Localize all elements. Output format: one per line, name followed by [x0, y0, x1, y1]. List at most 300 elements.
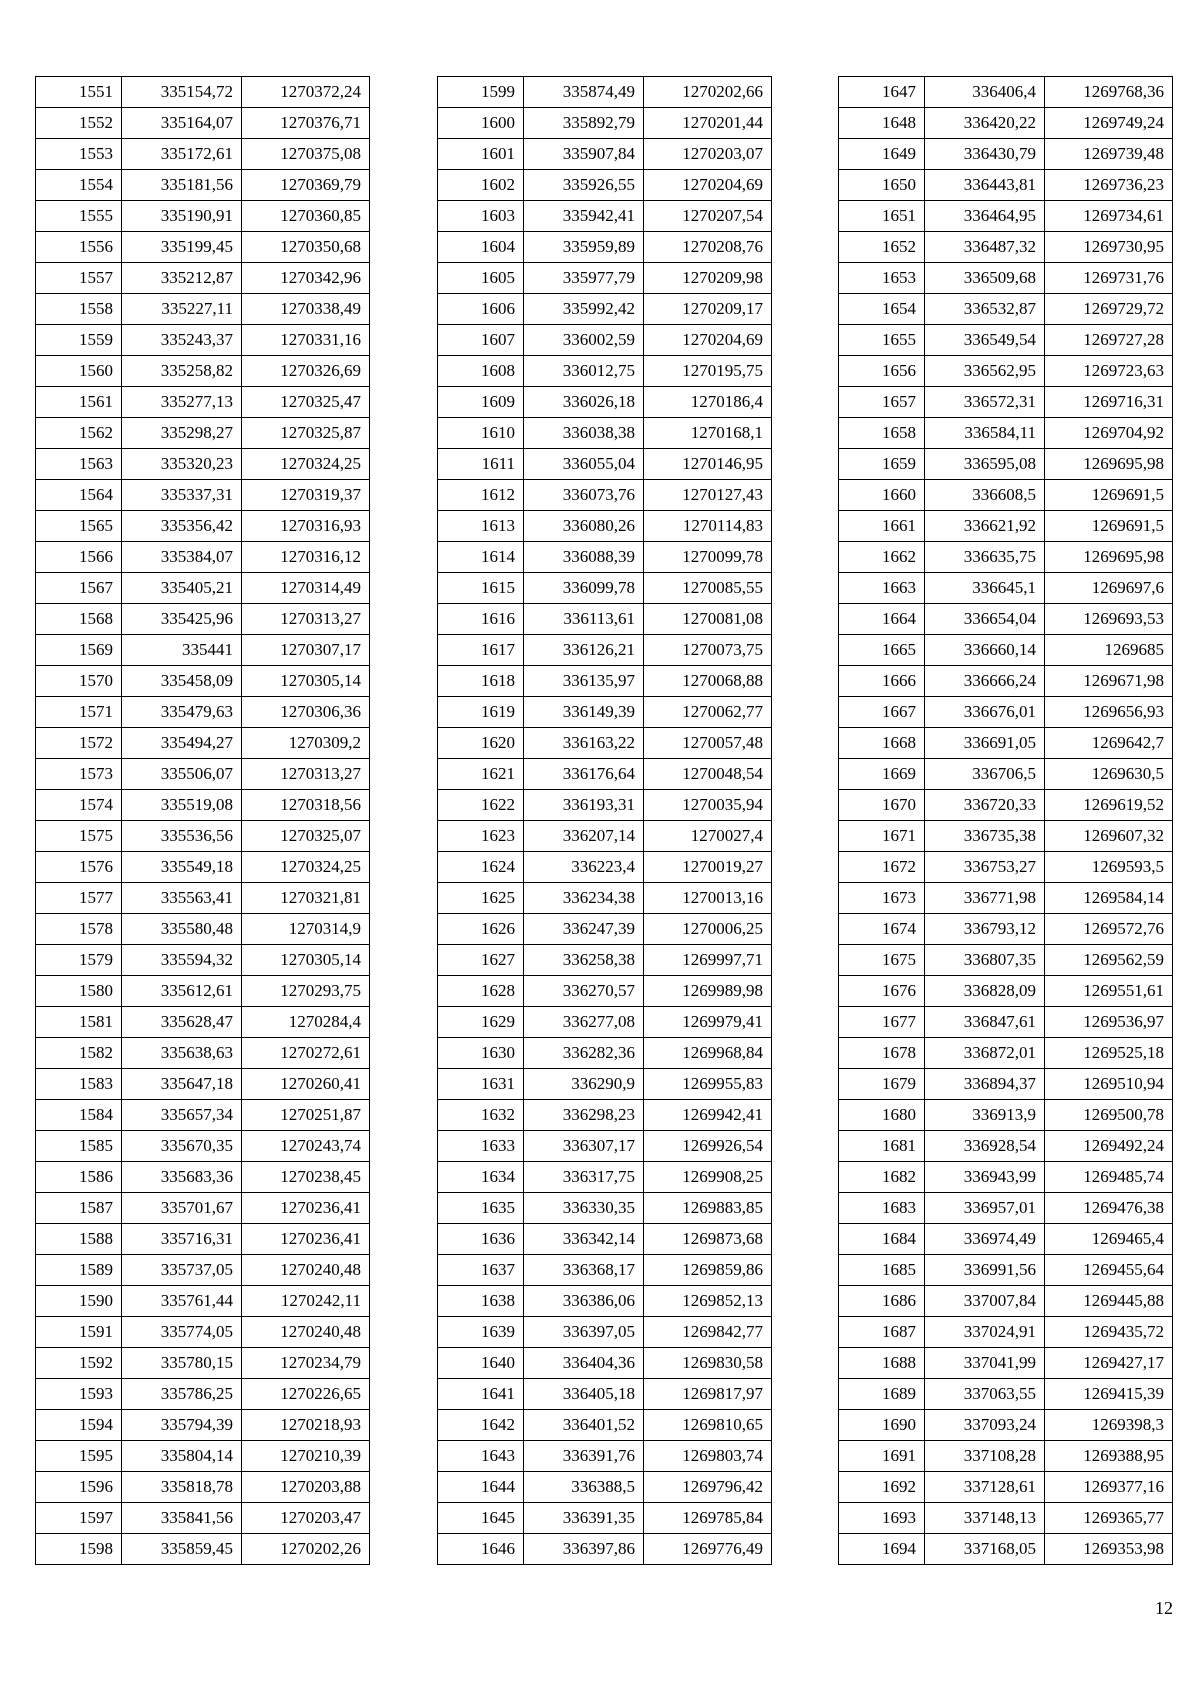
- y-coordinate-cell: 1270062,77: [644, 697, 772, 728]
- y-coordinate-cell: 1269817,97: [644, 1379, 772, 1410]
- y-coordinate-cell: 1269697,6: [1045, 573, 1173, 604]
- x-coordinate-cell: 336126,21: [524, 635, 644, 666]
- x-coordinate-cell: 336342,14: [524, 1224, 644, 1255]
- x-coordinate-cell: 336055,04: [524, 449, 644, 480]
- table-row: [839, 728, 1173, 759]
- point-number-cell: 1652: [839, 232, 925, 263]
- table-row: [839, 1503, 1173, 1534]
- point-number-cell: 1683: [839, 1193, 925, 1224]
- point-number-cell: 1613: [438, 511, 524, 542]
- point-number-cell: 1649: [839, 139, 925, 170]
- x-coordinate-cell: 337063,55: [925, 1379, 1045, 1410]
- x-coordinate-cell: 335804,14: [122, 1441, 242, 1472]
- x-coordinate-cell: 335638,63: [122, 1038, 242, 1069]
- x-coordinate-cell: 335959,89: [524, 232, 644, 263]
- y-coordinate-cell: 1269803,74: [644, 1441, 772, 1472]
- table-row: [36, 1100, 370, 1131]
- point-number-cell: 1586: [36, 1162, 122, 1193]
- y-coordinate-cell: 1270376,71: [242, 108, 370, 139]
- y-coordinate-cell: 1270027,4: [644, 821, 772, 852]
- x-coordinate-cell: 336270,57: [524, 976, 644, 1007]
- table-row: [438, 666, 772, 697]
- table-row: [839, 1255, 1173, 1286]
- x-coordinate-cell: 335243,37: [122, 325, 242, 356]
- point-number-cell: 1588: [36, 1224, 122, 1255]
- x-coordinate-cell: 335670,35: [122, 1131, 242, 1162]
- table-row: [36, 976, 370, 1007]
- x-coordinate-cell: 335154,72: [122, 77, 242, 108]
- y-coordinate-cell: 1269445,88: [1045, 1286, 1173, 1317]
- table-row: [839, 418, 1173, 449]
- point-number-cell: 1671: [839, 821, 925, 852]
- table-row: [36, 1193, 370, 1224]
- table-row: [438, 294, 772, 325]
- point-number-cell: 1619: [438, 697, 524, 728]
- y-coordinate-cell: 1269842,77: [644, 1317, 772, 1348]
- x-coordinate-cell: 335298,27: [122, 418, 242, 449]
- x-coordinate-cell: 335190,91: [122, 201, 242, 232]
- table-row: [839, 263, 1173, 294]
- x-coordinate-cell: 335337,31: [122, 480, 242, 511]
- point-number-cell: 1609: [438, 387, 524, 418]
- table-row: [438, 914, 772, 945]
- table-row: [438, 480, 772, 511]
- x-coordinate-cell: 336223,4: [524, 852, 644, 883]
- x-coordinate-cell: 336532,87: [925, 294, 1045, 325]
- y-coordinate-cell: 1270226,65: [242, 1379, 370, 1410]
- table-row: [36, 356, 370, 387]
- table-row: [36, 1472, 370, 1503]
- point-number-cell: 1694: [839, 1534, 925, 1565]
- point-number-cell: 1567: [36, 573, 122, 604]
- x-coordinate-cell: 336386,06: [524, 1286, 644, 1317]
- x-coordinate-cell: 335657,34: [122, 1100, 242, 1131]
- point-number-cell: 1562: [36, 418, 122, 449]
- table-row: [438, 1534, 772, 1565]
- y-coordinate-cell: 1270202,66: [644, 77, 772, 108]
- table-row: [36, 480, 370, 511]
- y-coordinate-cell: 1269796,42: [644, 1472, 772, 1503]
- point-number-cell: 1676: [839, 976, 925, 1007]
- y-coordinate-cell: 1270331,16: [242, 325, 370, 356]
- point-number-cell: 1557: [36, 263, 122, 294]
- table-row: [839, 511, 1173, 542]
- x-coordinate-cell: 336943,99: [925, 1162, 1045, 1193]
- point-number-cell: 1693: [839, 1503, 925, 1534]
- point-number-cell: 1647: [839, 77, 925, 108]
- table-row: [438, 728, 772, 759]
- page-number: 12: [1155, 1598, 1173, 1618]
- point-number-cell: 1670: [839, 790, 925, 821]
- y-coordinate-cell: 1270240,48: [242, 1317, 370, 1348]
- table-row: [36, 821, 370, 852]
- point-number-cell: 1672: [839, 852, 925, 883]
- point-number-cell: 1600: [438, 108, 524, 139]
- point-number-cell: 1635: [438, 1193, 524, 1224]
- y-coordinate-cell: 1269926,54: [644, 1131, 772, 1162]
- table-row: [36, 1224, 370, 1255]
- x-coordinate-cell: 335716,31: [122, 1224, 242, 1255]
- y-coordinate-cell: 1270209,98: [644, 263, 772, 294]
- x-coordinate-cell: 336706,5: [925, 759, 1045, 790]
- table-row: [36, 1038, 370, 1069]
- y-coordinate-cell: 1270085,55: [644, 573, 772, 604]
- point-number-cell: 1614: [438, 542, 524, 573]
- point-number-cell: 1692: [839, 1472, 925, 1503]
- table-row: [839, 790, 1173, 821]
- table-row: [36, 1069, 370, 1100]
- table-row: [839, 449, 1173, 480]
- point-number-cell: 1667: [839, 697, 925, 728]
- table-row: [36, 418, 370, 449]
- point-number-cell: 1686: [839, 1286, 925, 1317]
- table-row: [438, 1100, 772, 1131]
- y-coordinate-cell: 1269942,41: [644, 1100, 772, 1131]
- point-number-cell: 1618: [438, 666, 524, 697]
- table-row: [438, 1348, 772, 1379]
- x-coordinate-cell: 335647,18: [122, 1069, 242, 1100]
- table-row: [36, 1255, 370, 1286]
- x-coordinate-cell: 335841,56: [122, 1503, 242, 1534]
- y-coordinate-cell: 1270309,2: [242, 728, 370, 759]
- y-coordinate-cell: 1270234,79: [242, 1348, 370, 1379]
- y-coordinate-cell: 1270048,54: [644, 759, 772, 790]
- point-number-cell: 1675: [839, 945, 925, 976]
- y-coordinate-cell: 1269859,86: [644, 1255, 772, 1286]
- point-number-cell: 1684: [839, 1224, 925, 1255]
- x-coordinate-cell: 336406,4: [925, 77, 1045, 108]
- y-coordinate-cell: 1270321,81: [242, 883, 370, 914]
- point-number-cell: 1690: [839, 1410, 925, 1441]
- point-number-cell: 1689: [839, 1379, 925, 1410]
- point-number-cell: 1648: [839, 108, 925, 139]
- table-row: [438, 1410, 772, 1441]
- x-coordinate-cell: 336176,64: [524, 759, 644, 790]
- point-number-cell: 1594: [36, 1410, 122, 1441]
- y-coordinate-cell: 1269736,23: [1045, 170, 1173, 201]
- x-coordinate-cell: 337093,24: [925, 1410, 1045, 1441]
- point-number-cell: 1661: [839, 511, 925, 542]
- y-coordinate-cell: 1270204,69: [644, 325, 772, 356]
- point-number-cell: 1568: [36, 604, 122, 635]
- y-coordinate-cell: 1270203,07: [644, 139, 772, 170]
- y-coordinate-cell: 1270325,47: [242, 387, 370, 418]
- y-coordinate-cell: 1270218,93: [242, 1410, 370, 1441]
- y-coordinate-cell: 1270314,9: [242, 914, 370, 945]
- y-coordinate-cell: 1269671,98: [1045, 666, 1173, 697]
- y-coordinate-cell: 1269830,58: [644, 1348, 772, 1379]
- coordinates-table-middle: [437, 76, 772, 1565]
- y-coordinate-cell: 1270242,11: [242, 1286, 370, 1317]
- point-number-cell: 1620: [438, 728, 524, 759]
- point-number-cell: 1558: [36, 294, 122, 325]
- point-number-cell: 1577: [36, 883, 122, 914]
- y-coordinate-cell: 1270201,44: [644, 108, 772, 139]
- y-coordinate-cell: 1269873,68: [644, 1224, 772, 1255]
- x-coordinate-cell: 335874,49: [524, 77, 644, 108]
- table-row: [438, 1224, 772, 1255]
- y-coordinate-cell: 1269691,5: [1045, 511, 1173, 542]
- y-coordinate-cell: 1270186,4: [644, 387, 772, 418]
- point-number-cell: 1611: [438, 449, 524, 480]
- x-coordinate-cell: 336928,54: [925, 1131, 1045, 1162]
- y-coordinate-cell: 1270314,49: [242, 573, 370, 604]
- x-coordinate-cell: 335425,96: [122, 604, 242, 635]
- y-coordinate-cell: 1270207,54: [644, 201, 772, 232]
- y-coordinate-cell: 1270073,75: [644, 635, 772, 666]
- point-number-cell: 1658: [839, 418, 925, 449]
- x-coordinate-cell: 336420,22: [925, 108, 1045, 139]
- y-coordinate-cell: 1269500,78: [1045, 1100, 1173, 1131]
- y-coordinate-cell: 1269593,5: [1045, 852, 1173, 883]
- y-coordinate-cell: 1269731,76: [1045, 263, 1173, 294]
- table-row: [839, 1038, 1173, 1069]
- point-number-cell: 1574: [36, 790, 122, 821]
- table-row: [438, 1193, 772, 1224]
- y-coordinate-cell: 1269562,59: [1045, 945, 1173, 976]
- y-coordinate-cell: 1270243,74: [242, 1131, 370, 1162]
- table-row: [36, 945, 370, 976]
- table-row: [438, 1317, 772, 1348]
- point-number-cell: 1601: [438, 139, 524, 170]
- point-number-cell: 1678: [839, 1038, 925, 1069]
- point-number-cell: 1569: [36, 635, 122, 666]
- y-coordinate-cell: 1270195,75: [644, 356, 772, 387]
- table-row: [36, 139, 370, 170]
- x-coordinate-cell: 336258,38: [524, 945, 644, 976]
- y-coordinate-cell: 1269656,93: [1045, 697, 1173, 728]
- x-coordinate-cell: 335580,48: [122, 914, 242, 945]
- y-coordinate-cell: 1269695,98: [1045, 449, 1173, 480]
- table-row: [438, 697, 772, 728]
- table-row: [36, 573, 370, 604]
- y-coordinate-cell: 1270081,08: [644, 604, 772, 635]
- x-coordinate-cell: 335164,07: [122, 108, 242, 139]
- y-coordinate-cell: 1269485,74: [1045, 1162, 1173, 1193]
- table-row: [839, 945, 1173, 976]
- x-coordinate-cell: 336330,35: [524, 1193, 644, 1224]
- y-coordinate-cell: 1270305,14: [242, 666, 370, 697]
- point-number-cell: 1616: [438, 604, 524, 635]
- point-number-cell: 1597: [36, 1503, 122, 1534]
- y-coordinate-cell: 1270325,87: [242, 418, 370, 449]
- x-coordinate-cell: 335818,78: [122, 1472, 242, 1503]
- point-number-cell: 1610: [438, 418, 524, 449]
- table-row: [36, 697, 370, 728]
- x-coordinate-cell: 336443,81: [925, 170, 1045, 201]
- point-number-cell: 1570: [36, 666, 122, 697]
- x-coordinate-cell: 337108,28: [925, 1441, 1045, 1472]
- table-row: [839, 325, 1173, 356]
- x-coordinate-cell: 335405,21: [122, 573, 242, 604]
- x-coordinate-cell: 336913,9: [925, 1100, 1045, 1131]
- y-coordinate-cell: 1270236,41: [242, 1193, 370, 1224]
- x-coordinate-cell: 336894,37: [925, 1069, 1045, 1100]
- x-coordinate-cell: 335172,61: [122, 139, 242, 170]
- table-row: [438, 852, 772, 883]
- point-number-cell: 1592: [36, 1348, 122, 1379]
- y-coordinate-cell: 1269377,16: [1045, 1472, 1173, 1503]
- y-coordinate-cell: 1270306,36: [242, 697, 370, 728]
- point-number-cell: 1582: [36, 1038, 122, 1069]
- x-coordinate-cell: 336584,11: [925, 418, 1045, 449]
- table-row: [438, 573, 772, 604]
- x-coordinate-cell: 335683,36: [122, 1162, 242, 1193]
- point-number-cell: 1551: [36, 77, 122, 108]
- point-number-cell: 1656: [839, 356, 925, 387]
- y-coordinate-cell: 1270307,17: [242, 635, 370, 666]
- x-coordinate-cell: 337168,05: [925, 1534, 1045, 1565]
- table-row: [839, 139, 1173, 170]
- y-coordinate-cell: 1270068,88: [644, 666, 772, 697]
- coordinates-table-right: [838, 76, 1173, 1565]
- table-row: [438, 1131, 772, 1162]
- table-row: [839, 852, 1173, 883]
- y-coordinate-cell: 1269465,4: [1045, 1224, 1173, 1255]
- table-row: [839, 1379, 1173, 1410]
- x-coordinate-cell: 337128,61: [925, 1472, 1045, 1503]
- point-number-cell: 1626: [438, 914, 524, 945]
- y-coordinate-cell: 1269492,24: [1045, 1131, 1173, 1162]
- y-coordinate-cell: 1270293,75: [242, 976, 370, 1007]
- table-row: [438, 635, 772, 666]
- y-coordinate-cell: 1269776,49: [644, 1534, 772, 1565]
- table-row: [839, 170, 1173, 201]
- point-number-cell: 1581: [36, 1007, 122, 1038]
- point-number-cell: 1688: [839, 1348, 925, 1379]
- table-row: [839, 573, 1173, 604]
- point-number-cell: 1641: [438, 1379, 524, 1410]
- y-coordinate-cell: 1269810,65: [644, 1410, 772, 1441]
- point-number-cell: 1553: [36, 139, 122, 170]
- table-row: [36, 1534, 370, 1565]
- point-number-cell: 1631: [438, 1069, 524, 1100]
- point-number-cell: 1666: [839, 666, 925, 697]
- table-row: [839, 480, 1173, 511]
- y-coordinate-cell: 1270168,1: [644, 418, 772, 449]
- point-number-cell: 1638: [438, 1286, 524, 1317]
- point-number-cell: 1564: [36, 480, 122, 511]
- table-row: [36, 170, 370, 201]
- y-coordinate-cell: 1270360,85: [242, 201, 370, 232]
- table-row: [36, 1131, 370, 1162]
- y-coordinate-cell: 1269729,72: [1045, 294, 1173, 325]
- point-number-cell: 1681: [839, 1131, 925, 1162]
- point-number-cell: 1630: [438, 1038, 524, 1069]
- point-number-cell: 1587: [36, 1193, 122, 1224]
- table-row: [839, 1286, 1173, 1317]
- point-number-cell: 1615: [438, 573, 524, 604]
- table-row: [839, 1193, 1173, 1224]
- x-coordinate-cell: 335563,41: [122, 883, 242, 914]
- y-coordinate-cell: 1269691,5: [1045, 480, 1173, 511]
- y-coordinate-cell: 1270202,26: [242, 1534, 370, 1565]
- x-coordinate-cell: 337024,91: [925, 1317, 1045, 1348]
- x-coordinate-cell: 336720,33: [925, 790, 1045, 821]
- table-row: [839, 1472, 1173, 1503]
- point-number-cell: 1599: [438, 77, 524, 108]
- y-coordinate-cell: 1270209,17: [644, 294, 772, 325]
- table-row: [36, 604, 370, 635]
- x-coordinate-cell: 336073,76: [524, 480, 644, 511]
- point-number-cell: 1578: [36, 914, 122, 945]
- y-coordinate-cell: 1270203,88: [242, 1472, 370, 1503]
- y-coordinate-cell: 1269584,14: [1045, 883, 1173, 914]
- point-number-cell: 1627: [438, 945, 524, 976]
- point-number-cell: 1679: [839, 1069, 925, 1100]
- point-number-cell: 1664: [839, 604, 925, 635]
- table-row: [36, 325, 370, 356]
- x-coordinate-cell: 336002,59: [524, 325, 644, 356]
- x-coordinate-cell: 335774,05: [122, 1317, 242, 1348]
- y-coordinate-cell: 1269723,63: [1045, 356, 1173, 387]
- y-coordinate-cell: 1269607,32: [1045, 821, 1173, 852]
- x-coordinate-cell: 335356,42: [122, 511, 242, 542]
- x-coordinate-cell: 336026,18: [524, 387, 644, 418]
- point-number-cell: 1643: [438, 1441, 524, 1472]
- table-row: [36, 790, 370, 821]
- y-coordinate-cell: 1269476,38: [1045, 1193, 1173, 1224]
- x-coordinate-cell: 335786,25: [122, 1379, 242, 1410]
- x-coordinate-cell: 335277,13: [122, 387, 242, 418]
- point-number-cell: 1642: [438, 1410, 524, 1441]
- y-coordinate-cell: 1269768,36: [1045, 77, 1173, 108]
- x-coordinate-cell: 335320,23: [122, 449, 242, 480]
- table-row: [438, 1379, 772, 1410]
- table-row: [36, 1162, 370, 1193]
- y-coordinate-cell: 1269619,52: [1045, 790, 1173, 821]
- y-coordinate-cell: 1270127,43: [644, 480, 772, 511]
- y-coordinate-cell: 1269852,13: [644, 1286, 772, 1317]
- point-number-cell: 1677: [839, 1007, 925, 1038]
- table-row: [36, 1286, 370, 1317]
- point-number-cell: 1624: [438, 852, 524, 883]
- y-coordinate-cell: 1269551,61: [1045, 976, 1173, 1007]
- y-coordinate-cell: 1270316,12: [242, 542, 370, 573]
- y-coordinate-cell: 1269415,39: [1045, 1379, 1173, 1410]
- table-row: [839, 604, 1173, 635]
- x-coordinate-cell: 336397,05: [524, 1317, 644, 1348]
- y-coordinate-cell: 1269955,83: [644, 1069, 772, 1100]
- point-number-cell: 1596: [36, 1472, 122, 1503]
- point-number-cell: 1576: [36, 852, 122, 883]
- y-coordinate-cell: 1270272,61: [242, 1038, 370, 1069]
- y-coordinate-cell: 1269353,98: [1045, 1534, 1173, 1565]
- point-number-cell: 1602: [438, 170, 524, 201]
- table-row: [839, 666, 1173, 697]
- y-coordinate-cell: 1269968,84: [644, 1038, 772, 1069]
- point-number-cell: 1575: [36, 821, 122, 852]
- coordinates-table-left: [35, 76, 370, 1565]
- x-coordinate-cell: 335761,44: [122, 1286, 242, 1317]
- x-coordinate-cell: 336317,75: [524, 1162, 644, 1193]
- x-coordinate-cell: 336654,04: [925, 604, 1045, 635]
- y-coordinate-cell: 1269739,48: [1045, 139, 1173, 170]
- point-number-cell: 1659: [839, 449, 925, 480]
- y-coordinate-cell: 1270251,87: [242, 1100, 370, 1131]
- x-coordinate-cell: 336388,5: [524, 1472, 644, 1503]
- x-coordinate-cell: 336038,38: [524, 418, 644, 449]
- x-coordinate-cell: 336401,52: [524, 1410, 644, 1441]
- table-row: [839, 1348, 1173, 1379]
- x-coordinate-cell: 336793,12: [925, 914, 1045, 945]
- x-coordinate-cell: 335441: [122, 635, 242, 666]
- y-coordinate-cell: 1270208,76: [644, 232, 772, 263]
- table-row: [36, 201, 370, 232]
- table-row: [438, 883, 772, 914]
- x-coordinate-cell: 336234,38: [524, 883, 644, 914]
- x-coordinate-cell: 336113,61: [524, 604, 644, 635]
